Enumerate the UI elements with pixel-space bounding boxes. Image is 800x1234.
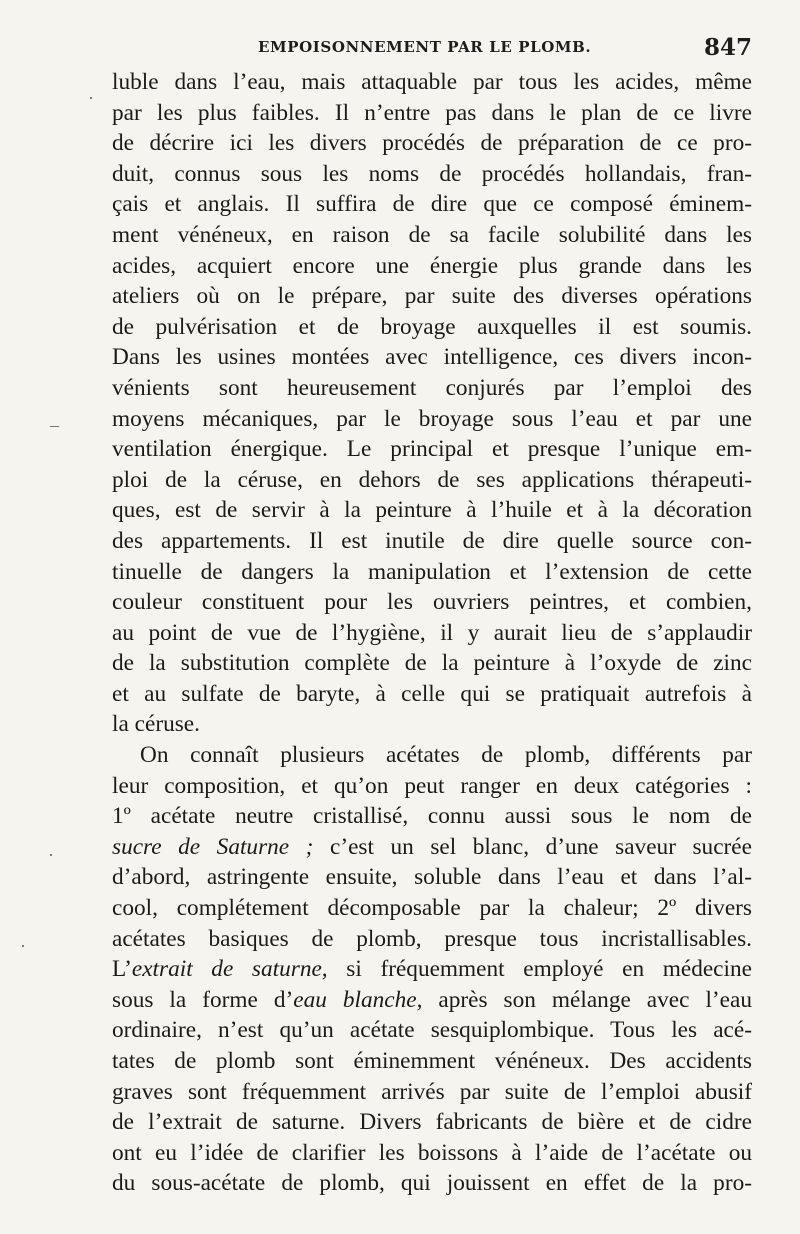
text-line (112, 985, 752, 1016)
text-line: graves sont fréquemment arrivés par suite de l’emploi abusif (112, 1078, 752, 1105)
margin-speck: · (48, 845, 54, 865)
running-head (110, 34, 760, 64)
text-line: ventilation énergique. Le principal et presque l’unique em- (112, 436, 752, 463)
text-line: ques, est de servir à la peinture à l’huile et à la décoration (112, 497, 752, 524)
text-line: au point de vue de l’hygiène, il y aurait lieu de s’applaudir (112, 619, 752, 646)
margin-speck: · (20, 936, 26, 956)
text-line: cool, complétement décomposable par la chaleur; 2º divers (112, 895, 752, 922)
text-line: ont eu l’idée de clarifier les boissons à l’aide de l’acétate ou (112, 1139, 752, 1166)
text-line: d’abord, astringente ensuite, soluble dans l’eau et dans l’al- (112, 864, 752, 891)
text-line: On connaît plusieurs acétates de plomb, différents par (140, 742, 752, 769)
text-line: couleur constituent pour les ouvriers peintres, et combien, (112, 589, 752, 616)
text-line: de décrire ici les divers procédés de préparation de ce pro- (112, 130, 752, 157)
text-line: tates de plomb sont éminemment vénéneux. Des accidents (112, 1048, 752, 1074)
margin-speck: · (88, 88, 94, 108)
italic-term: extrait de saturne, (131, 956, 328, 983)
text-line: duit, connus sous les noms de procédés hollandais, fran- (112, 160, 752, 187)
text-line: vénients sont heureusement conjurés par l’emploi des (112, 374, 752, 401)
text-line: luble dans l’eau, mais attaquable par tous les acides, même (112, 69, 752, 95)
text-line: Dans les usines montées avec intelligence, ces divers incon- (112, 344, 752, 371)
italic-term: sucre de Saturne ; (112, 833, 314, 860)
text-fragment: L’ (112, 956, 132, 983)
text-fragment: si fréquemment employé en médecine (327, 956, 752, 983)
running-title: EMPOISONNEMENT PAR LE PLOMB. (258, 38, 592, 56)
text-line: de pulvérisation et de broyage auxquelles il est soumis. (112, 313, 752, 340)
text-line: moyens mécaniques, par le broyage sous l’eau et par une (112, 405, 752, 432)
text-line (112, 954, 752, 985)
italic-term: eau blanche, (293, 986, 423, 1013)
text-line: ment vénéneux, en raison de sa facile solubilité dans les (112, 221, 752, 248)
page-number: 847 (703, 34, 752, 61)
text-line: et au sulfate de baryte, à celle qui se pratiquait autrefois à (112, 680, 752, 707)
margin-speck: – (50, 415, 59, 435)
text-line: çais et anglais. Il suffira de dire que ce composé éminem- (112, 191, 752, 218)
text-line: des appartements. Il est inutile de dire quelle source con- (112, 527, 752, 554)
text-line: de la substitution complète de la peinture à l’oxyde de zinc (112, 650, 752, 677)
text-line: par les plus faibles. Il n’entre pas dans le plan de ce livre (112, 99, 752, 126)
text-line: acides, acquiert encore une énergie plus grande dans les (112, 252, 752, 279)
text-line: 1º acétate neutre cristallisé, connu aussi sous le nom de (112, 803, 752, 830)
text-fragment: sous la forme d’ (112, 986, 294, 1013)
text-line: tinuelle de dangers la manipulation et l’extension de cette (112, 558, 752, 585)
text-line: ploi de la céruse, en dehors de ses applications thérapeuti- (112, 466, 752, 493)
text-line: acétates basiques de plomb, presque tous incristallisables. (112, 925, 752, 952)
text-line: ordinaire, n’est qu’un acétate sesquiplombique. Tous les acé- (112, 1017, 752, 1044)
text-fragment: c’est un sel blanc, d’une saveur sucrée (313, 833, 752, 860)
body-text (112, 67, 752, 1199)
text-line: de l’extrait de saturne. Divers fabricants de bière et de cidre (112, 1109, 752, 1136)
text-fragment: après son mélange avec l’eau (422, 986, 753, 1013)
text-line: leur composition, et qu’on peut ranger en deux catégories : (112, 772, 752, 799)
text-line: ateliers où on le prépare, par suite des diverses opérations (112, 283, 752, 310)
text-line (112, 832, 752, 863)
text-line: du sous-acétate de plomb, qui jouissent en effet de la pro- (112, 1170, 752, 1197)
text-line: la céruse. (112, 711, 200, 738)
